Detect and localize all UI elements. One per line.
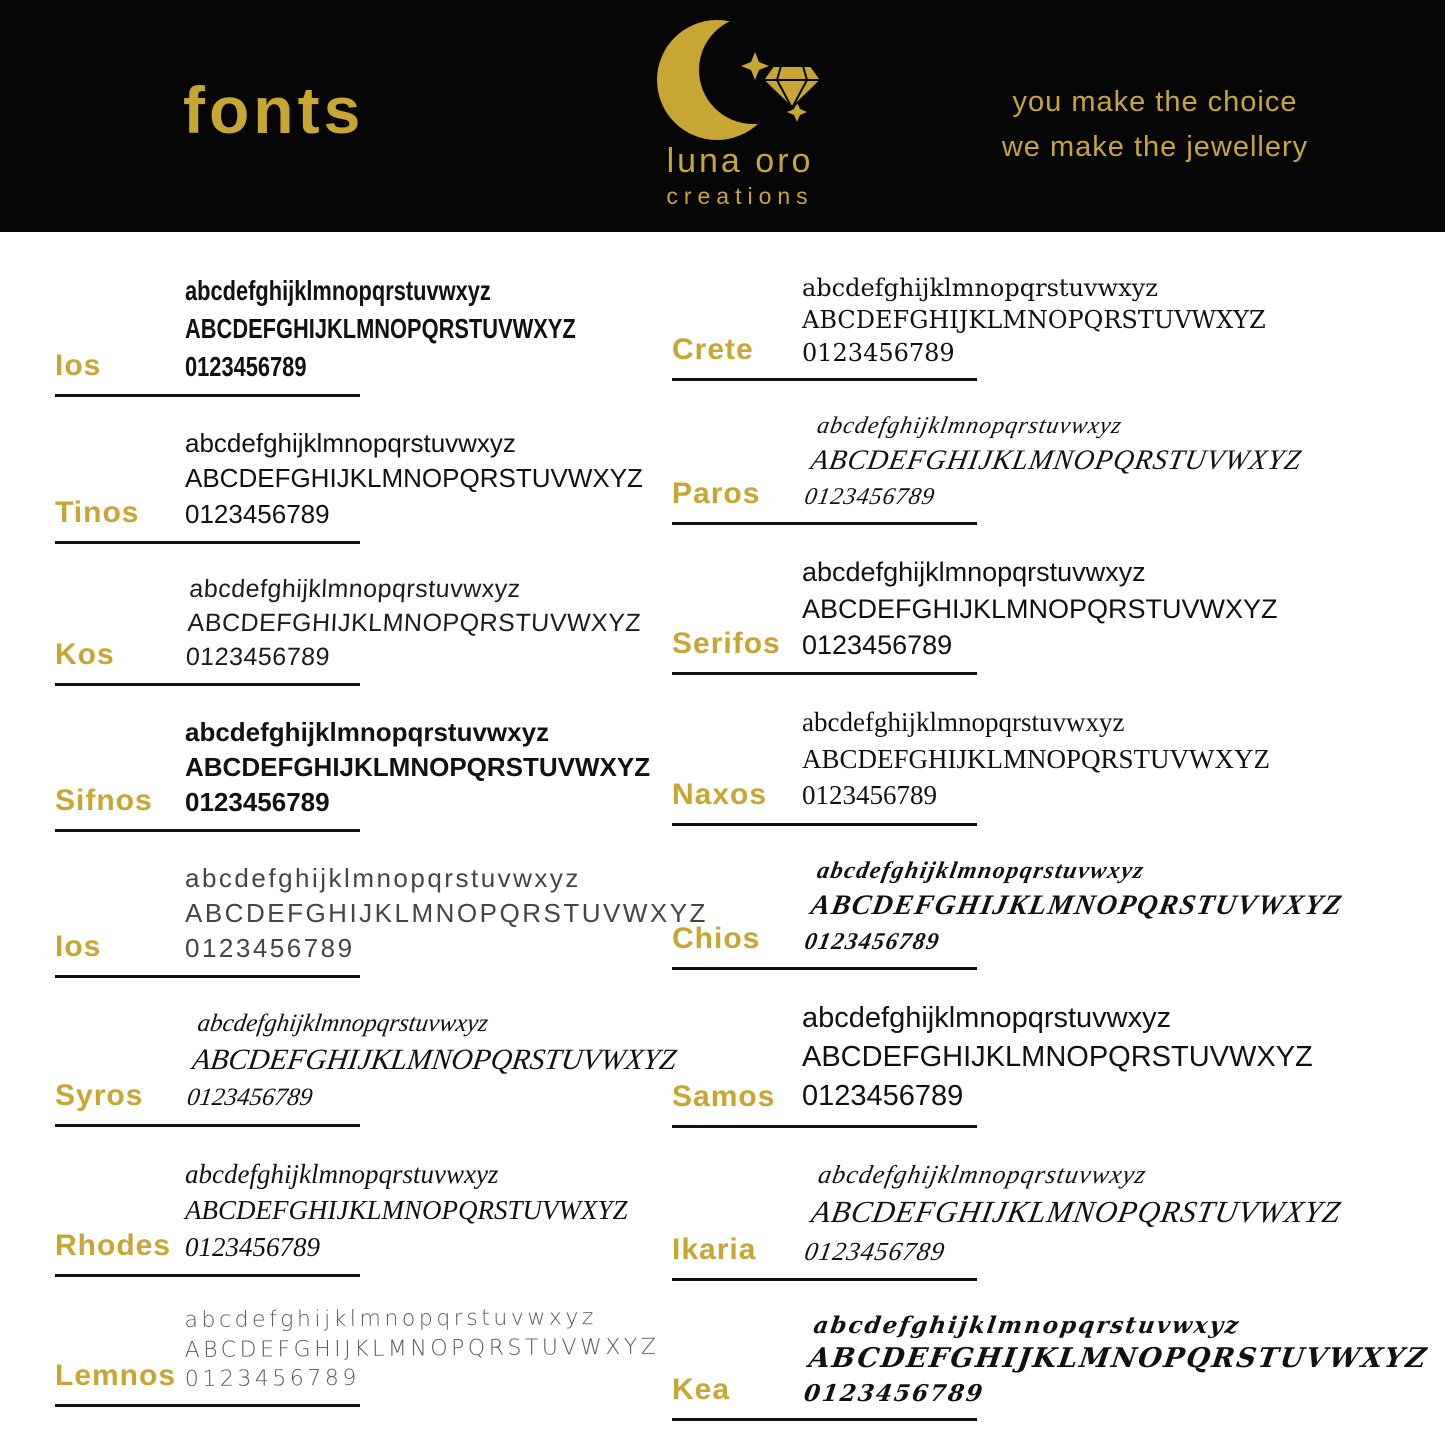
underline-rule xyxy=(55,829,360,832)
font-row-crete xyxy=(672,272,1445,381)
font-name-label: Samos xyxy=(672,1080,776,1114)
font-name-label: Naxos xyxy=(672,777,768,811)
font-name-label: Lemnos xyxy=(55,1359,177,1393)
font-sample xyxy=(802,272,1266,369)
sample-digits: 0123456789 xyxy=(185,1084,315,1112)
tagline-line-2: we make the jewellery xyxy=(1001,130,1309,163)
sample-uppercase: ABCDEFGHIJKLMNOPQRSTUVWXYZ xyxy=(808,890,1346,922)
sample-uppercase: ABCDEFGHIJKLMNOPQRSTUVWXYZ xyxy=(808,1195,1344,1230)
font-sample xyxy=(185,272,576,385)
sample-lowercase: abcdefghijklmnopqrstuvwxyz xyxy=(188,574,522,603)
underline-rule xyxy=(55,1274,360,1277)
font-column-right xyxy=(672,272,1445,1450)
sample-uppercase: ABCDEFGHIJKLMNOPQRSTUVWXYZ xyxy=(802,593,1278,624)
sample-lowercase: abcdefghijklmnopqrstuvwxyz xyxy=(185,1158,499,1189)
font-sample xyxy=(802,855,1352,958)
font-sample xyxy=(802,410,1310,513)
font-row-chios xyxy=(672,855,1445,970)
font-name-label: Paros xyxy=(672,477,761,511)
sample-lowercase: abcdefghijklmnopqrstuvwxyz xyxy=(816,1160,1149,1190)
font-row-serifos xyxy=(672,554,1445,675)
font-sample xyxy=(802,554,1278,663)
font-name-label: Kea xyxy=(672,1372,731,1406)
font-row-ios xyxy=(55,861,708,978)
underline-rule xyxy=(55,1124,360,1127)
sample-digits: 0123456789 xyxy=(185,350,307,382)
sample-digits: 0123456789 xyxy=(185,787,330,818)
underline-rule xyxy=(55,975,360,978)
font-name-label: Serifos xyxy=(672,627,781,661)
font-sample xyxy=(185,1007,684,1114)
sample-lowercase: abcdefghijklmnopqrstuvwxyz xyxy=(184,1305,598,1334)
font-name-label: Kos xyxy=(55,637,115,671)
font-name-label: Crete xyxy=(672,333,754,367)
font-name-label: Rhodes xyxy=(55,1229,172,1263)
sample-lowercase: abcdefghijklmnopqrstuvwxyz xyxy=(815,857,1147,884)
sample-lowercase: abcdefghijklmnopqrstuvwxyz xyxy=(802,274,1158,302)
font-name-label: Chios xyxy=(672,921,761,955)
font-row-syros xyxy=(55,1007,679,1126)
sample-lowercase: abcdefghijklmnopqrstuvwxyz xyxy=(802,1001,1172,1034)
sample-digits: 0123456789 xyxy=(185,1231,320,1262)
sample-lowercase: abcdefghijklmnopqrstuvwxyz xyxy=(815,413,1125,440)
brand-name: luna oro xyxy=(666,142,814,180)
underline-rule xyxy=(672,522,977,525)
font-sample xyxy=(185,861,708,966)
font-row-sifnos xyxy=(55,715,672,832)
underline-rule xyxy=(672,378,977,381)
page-title: fonts xyxy=(183,73,365,147)
font-sample xyxy=(185,573,644,674)
sample-lowercase: abcdefghijklmnopqrstuvwxyz xyxy=(802,557,1146,588)
font-row-ikaria xyxy=(672,1157,1445,1281)
sample-digits: 0123456789 xyxy=(802,630,953,661)
font-sample xyxy=(185,1156,627,1265)
font-sample xyxy=(802,1310,1435,1409)
sample-digits: 0123456789 xyxy=(802,338,955,367)
sample-lowercase: abcdefghijklmnopqrstuvwxyz xyxy=(185,428,516,459)
sample-uppercase: ABCDEFGHIJKLMNOPQRSTUVWXYZ xyxy=(802,1040,1313,1073)
sample-uppercase: ABCDEFGHIJKLMNOPQRSTUVWXYZ xyxy=(802,306,1266,335)
sample-uppercase: ABCDEFGHIJKLMNOPQRSTUVWXYZ xyxy=(185,898,708,929)
sample-uppercase: ABCDEFGHIJKLMNOPQRSTUVWXYZ xyxy=(185,463,643,494)
sample-lowercase: abcdefghijklmnopqrstuvwxyz xyxy=(802,707,1125,738)
font-row-kea xyxy=(672,1310,1445,1421)
font-sample xyxy=(185,426,643,531)
underline-rule xyxy=(672,967,977,970)
sample-lowercase: abcdefghijklmnopqrstuvwxyz xyxy=(811,1311,1243,1339)
font-sample xyxy=(184,1303,659,1395)
sample-lowercase: abcdefghijklmnopqrstuvwxyz xyxy=(185,275,491,306)
sample-digits: 0123456789 xyxy=(802,1379,987,1407)
sample-lowercase: abcdefghijklmnopqrstuvwxyz xyxy=(195,1010,490,1038)
sample-digits: 0123456789 xyxy=(802,483,938,510)
font-sample xyxy=(802,704,1270,813)
sample-uppercase: ABCDEFGHIJKLMNOPQRSTUVWXYZ xyxy=(806,1342,1430,1374)
underline-rule xyxy=(55,394,360,397)
font-row-naxos xyxy=(672,704,1445,825)
moon-diamond-icon xyxy=(655,14,825,146)
underline-rule xyxy=(55,683,360,686)
underline-rule xyxy=(55,1404,360,1407)
font-name-label: Ios xyxy=(55,349,102,383)
font-list xyxy=(0,232,1445,1450)
sample-uppercase: ABCDEFGHIJKLMNOPQRSTUVWXYZ xyxy=(185,1195,628,1226)
sample-digits: 0123456789 xyxy=(185,933,355,964)
underline-rule xyxy=(55,541,360,544)
font-sample xyxy=(802,1157,1350,1269)
font-row-samos xyxy=(672,999,1445,1128)
sample-digits: 0123456789 xyxy=(802,1080,964,1113)
font-row-rhodes xyxy=(55,1156,672,1277)
sample-digits: 0123456789 xyxy=(802,1236,948,1266)
underline-rule xyxy=(672,672,977,675)
sample-uppercase: ABCDEFGHIJKLMNOPQRSTUVWXYZ xyxy=(190,1044,679,1077)
underline-rule xyxy=(672,1278,977,1281)
sample-uppercase: ABCDEFGHIJKLMNOPQRSTUVWXYZ xyxy=(808,445,1304,477)
sample-digits: 0123456789 xyxy=(185,498,330,529)
tagline-line-1: you make the choice xyxy=(1012,86,1298,118)
font-row-ios xyxy=(55,272,672,397)
underline-rule xyxy=(672,1418,977,1421)
sample-lowercase: abcdefghijklmnopqrstuvwxyz xyxy=(185,716,550,747)
font-sample xyxy=(802,999,1313,1116)
underline-rule xyxy=(672,1125,977,1128)
font-name-label: Tinos xyxy=(55,495,140,529)
font-name-label: Ikaria xyxy=(672,1232,757,1266)
font-name-label: Syros xyxy=(55,1078,144,1112)
font-name-label: Sifnos xyxy=(55,784,153,818)
sample-uppercase: ABCDEFGHIJKLMNOPQRSTUVWXYZ xyxy=(185,752,651,783)
brand-logo xyxy=(610,14,870,210)
font-row-kos xyxy=(55,573,672,686)
font-row-lemnos xyxy=(55,1306,672,1407)
underline-rule xyxy=(672,823,977,826)
sample-uppercase: ABCDEFGHIJKLMNOPQRSTUVWXYZ xyxy=(185,312,576,344)
font-name-label: Ios xyxy=(55,930,102,964)
sample-digits: 0123456789 xyxy=(802,928,943,955)
sample-digits: 0123456789 xyxy=(802,780,937,811)
sample-digits: 0123456789 xyxy=(184,1366,360,1393)
font-row-tinos xyxy=(55,426,672,543)
brand-subtitle: creations xyxy=(666,183,814,209)
sample-lowercase: abcdefghijklmnopqrstuvwxyz xyxy=(185,863,581,894)
tagline xyxy=(985,80,1325,170)
sample-digits: 0123456789 xyxy=(185,642,331,671)
font-row-paros xyxy=(672,410,1445,525)
sample-uppercase: ABCDEFGHIJKLMNOPQRSTUVWXYZ xyxy=(802,743,1271,774)
header xyxy=(0,0,1445,232)
font-sample xyxy=(185,715,650,820)
sample-uppercase: ABCDEFGHIJKLMNOPQRSTUVWXYZ xyxy=(186,608,642,637)
sample-uppercase: ABCDEFGHIJKLMNOPQRSTUVWXYZ xyxy=(184,1334,660,1363)
